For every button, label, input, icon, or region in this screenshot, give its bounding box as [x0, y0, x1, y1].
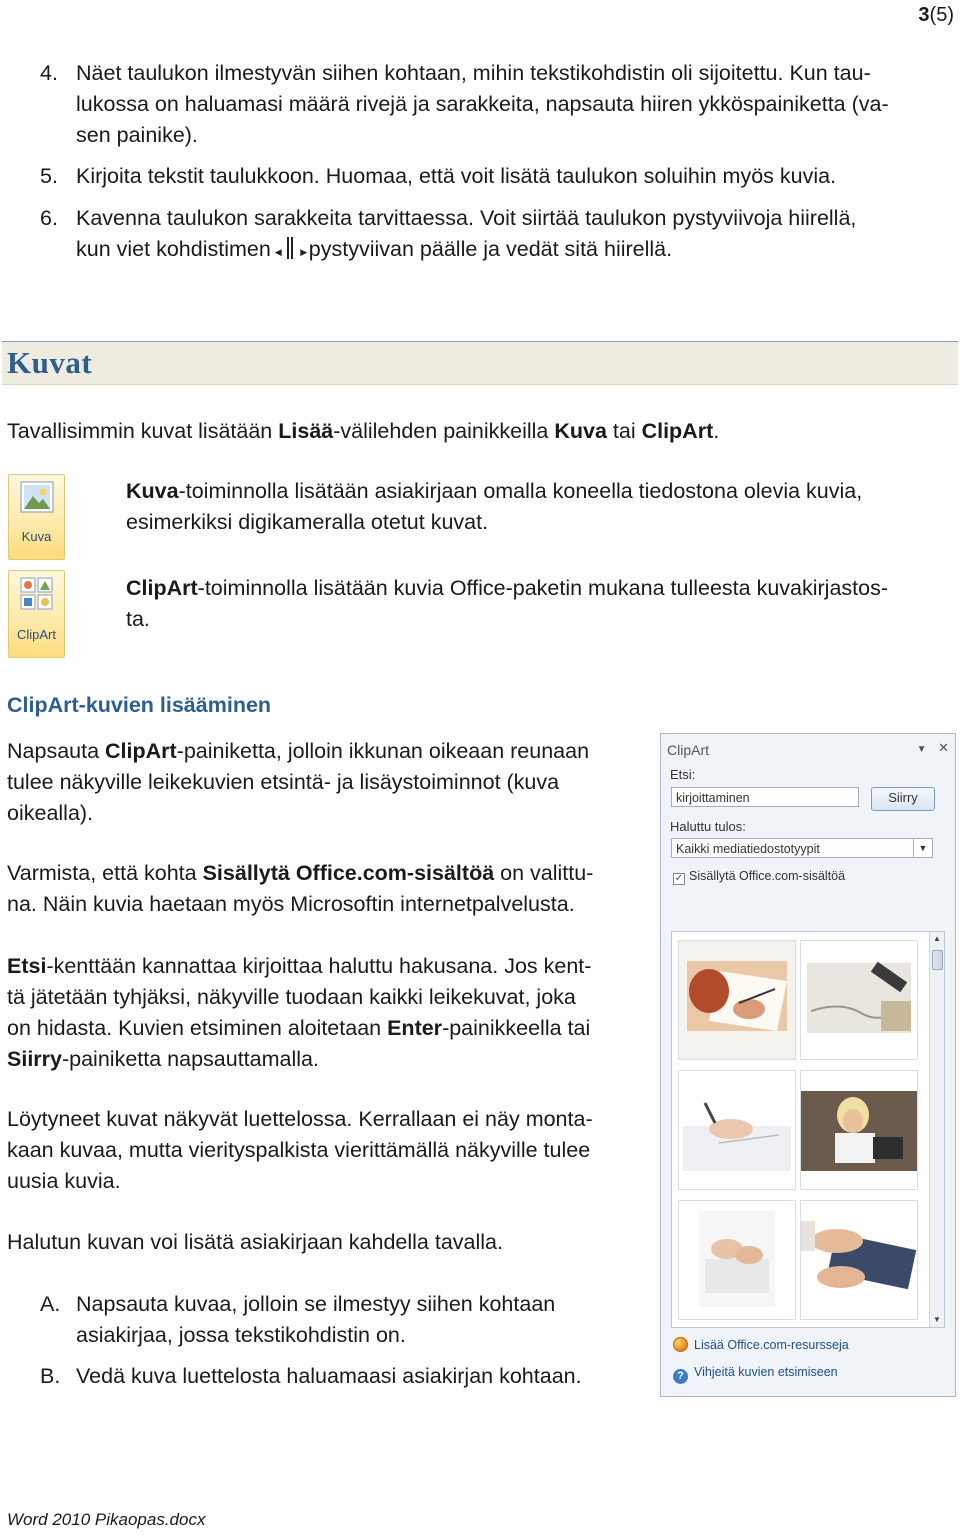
clipart-ribbon-button[interactable] [8, 570, 65, 658]
paragraph-5: Halutun kuvan voi lisätä asiakirjaan kahdella tavalla. [7, 1230, 503, 1254]
kuva-description: Kuva-toiminnolla lisätään asiakirjaan omalla koneella tiedostona olevia kuvia, esimerkiksi digikameralla otetut kuvat. [126, 479, 863, 534]
clipart-thumbnail[interactable] [678, 940, 796, 1060]
section-heading: Kuvat [7, 345, 93, 380]
pane-menu-icon[interactable]: ▼ [916, 744, 927, 755]
clipart-description: ClipArt-toiminnolla lisätään kuvia Office-paketin mukana tulleesta kuvakirjastos- ta. [126, 576, 888, 631]
step-5: 5. Kirjoita tekstit taulukkoon. Huomaa, että voit lisätä taulukon soluihin myös kuvia. [40, 161, 920, 192]
paragraph-4: Löytyneet kuvat näkyvät luettelossa. Kerrallaan ei näy monta- kaan kuvaa, mutta vierityspalkista vierittämällä näkyville tulee uusia kuvia. [7, 1107, 593, 1193]
pane-controls [917, 740, 949, 758]
section-heading-band [2, 341, 958, 385]
close-icon[interactable]: ✕ [938, 740, 949, 755]
hands-typing-image [679, 1201, 795, 1319]
clipart-button-label: ClipArt [16, 627, 56, 642]
clipart-thumbnail[interactable] [678, 1200, 796, 1320]
step-5-line: Kirjoita tekstit taulukkoon. Huomaa, että voit lisätä taulukon soluihin myös kuvia. [76, 164, 837, 188]
step-4-line: Näet taulukon ilmestyvän siihen kohtaan, mihin tekstikohdistin oli sijoitettu. Kun tau- [76, 61, 871, 85]
step-4-line: lukossa on haluamasi määrä rivejä ja sarakkeita, napsauta hiiren ykköspainiketta (va- [76, 92, 889, 116]
search-label: Etsi: [670, 767, 696, 782]
option-b: B. Vedä kuva luettelosta haluamaasi asiakirjan kohtaan. [40, 1364, 582, 1388]
option-a: A. Napsauta kuvaa, jolloin se ilmestyy siihen kohtaan asiakirjaa, jossa tekstikohdistin on. [40, 1292, 556, 1347]
hand-writing-image [679, 1071, 795, 1189]
column-resize-cursor-icon [277, 237, 303, 259]
page-number: 3(5) [918, 4, 954, 26]
gallery-scrollbar[interactable] [929, 932, 944, 1327]
step-6-line2: kun viet kohdistimen◀ ▶ pystyviivan päälle ja vedät sitä hiirellä. [76, 234, 920, 265]
clipart-task-pane [660, 733, 956, 1397]
document-footer: Word 2010 Pikaopas.docx [7, 1510, 206, 1529]
checkbox-checked-icon: ✓ [674, 873, 684, 884]
keyboard-typing-image [801, 1201, 917, 1319]
media-type-select[interactable] [671, 838, 933, 858]
paragraph-3: Etsi-kenttään kannattaa kirjoittaa haluttu hakusana. Jos kent- tä jätetään tyhjäksi, näkyville tuodaan kaikki leikekuvat, joka on hidasta. Kuvien etsiminen aloitetaan Enter-painikkeella tai Siirry-painiketta napsauttamalla. [7, 954, 592, 1071]
paragraph-1: Napsauta ClipArt-painiketta, jolloin ikkunan oikeaan reunaan tulee näkyville leikekuvien etsintä- ja lisäystoiminnot (kuva oikealla). [7, 739, 590, 825]
woman-laptop-image [801, 1071, 917, 1189]
more-office-com-link[interactable]: Lisää Office.com-resursseja [673, 1337, 849, 1353]
pen-writing-image [801, 941, 917, 1059]
clipart-thumbnail[interactable] [800, 1070, 918, 1190]
kuva-button-label: Kuva [21, 529, 52, 544]
search-input[interactable]: kirjoittaminen [671, 787, 859, 807]
step-4: 4. Näet taulukon ilmestyvän siihen kohtaan, mihin tekstikohdistin oli sijoitettu. Kun tau- lukossa on haluamasi määrä rivejä ja sarakkeita, napsauta hiiren ykköspainiketta (va- sen painike). [40, 58, 920, 151]
writing-photo-image [679, 941, 795, 1059]
clipart-results-gallery[interactable] [671, 931, 945, 1328]
search-tips-link[interactable]: ? Vihjeitä kuvien etsimiseen [673, 1364, 838, 1384]
chevron-down-icon[interactable]: ▼ [913, 839, 932, 857]
subheading: ClipArt-kuvien lisääminen [7, 693, 272, 717]
pane-title: ClipArt [667, 742, 710, 758]
paragraph-2: Varmista, että kohta Sisällytä Office.com-sisältöä on valittu- na. Näin kuvia haetaan myös Microsoftin internetpalvelusta. [7, 861, 594, 916]
include-office-com-label: Sisällytä Office.com-sisältöä [689, 869, 846, 883]
office-com-icon [673, 1337, 688, 1352]
scroll-down-icon[interactable]: ▼ [933, 1315, 941, 1324]
step-4-line: sen painike). [76, 123, 198, 147]
scroll-up-icon[interactable]: ▲ [933, 934, 941, 943]
picture-icon [20, 481, 54, 513]
clipart-thumbnail[interactable] [678, 1070, 796, 1190]
step-6-line: Kavenna taulukon sarakkeita tarvittaessa. Voit siirtää taulukon pystyviivoja hiirellä, [76, 206, 857, 230]
intro-paragraph: Tavallisimmin kuvat lisätään Lisää-välilehden painikkeilla Kuva tai ClipArt. [7, 419, 720, 443]
scrollbar-thumb[interactable] [932, 950, 943, 970]
help-icon: ? [673, 1369, 688, 1384]
step-6: 6. Kavenna taulukon sarakkeita tarvittaessa. Voit siirtää taulukon pystyviivoja hiirellä, kun viet kohdistimen◀ ▶ pystyviivan päälle ja vedät sitä hiirellä. [40, 203, 920, 265]
clipart-thumbnail[interactable] [800, 1200, 918, 1320]
go-button[interactable]: Siirry [871, 787, 935, 811]
clipart-thumbnail[interactable] [800, 940, 918, 1060]
clipart-icon [20, 577, 54, 611]
kuva-ribbon-button[interactable] [8, 474, 65, 560]
include-office-com-checkbox[interactable] [673, 868, 845, 885]
results-label: Haluttu tulos: [670, 819, 746, 834]
media-type-value: Kaikki mediatiedostotyypit [676, 842, 820, 856]
